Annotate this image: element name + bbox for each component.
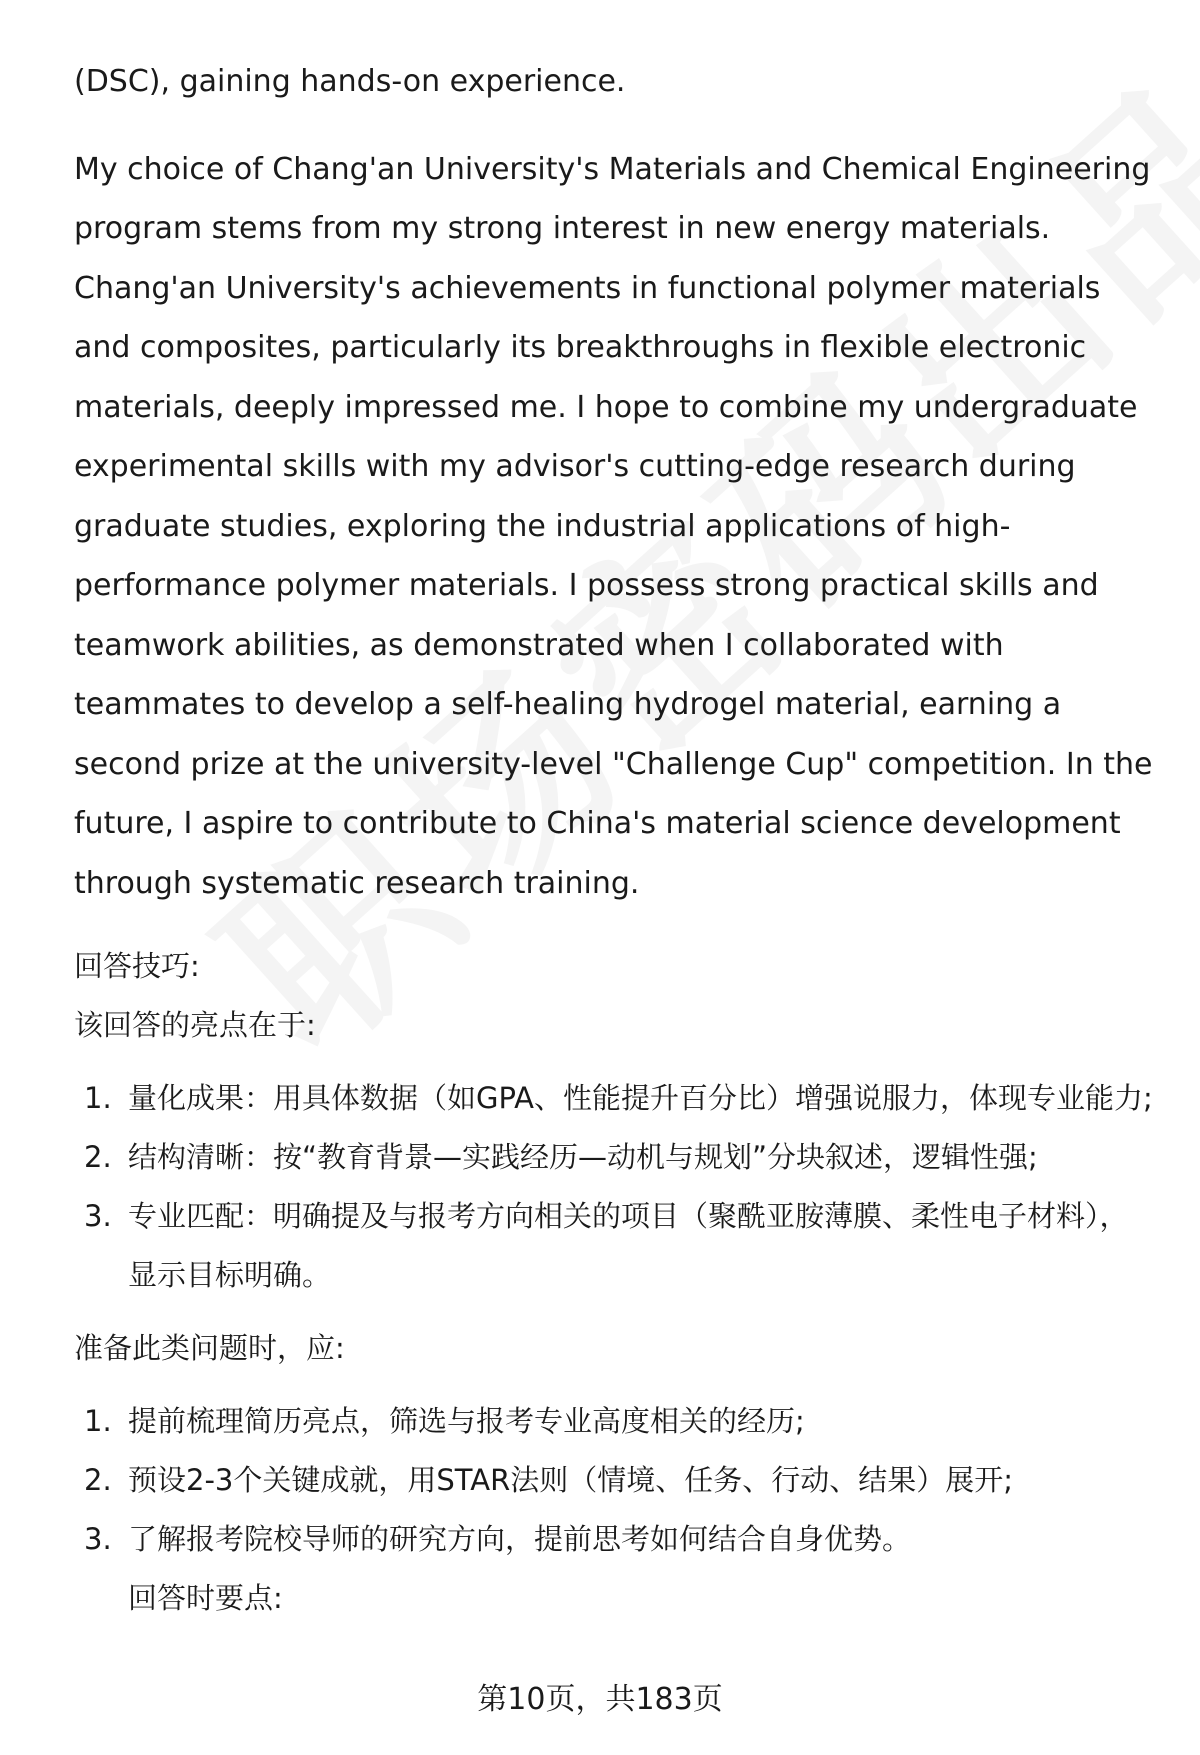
list-item bbox=[74, 1187, 1164, 1305]
list-number: 2. bbox=[84, 1463, 112, 1497]
list-item bbox=[74, 1392, 1164, 1451]
tips-heading: 回答技巧: bbox=[74, 949, 200, 983]
list-text: 结构清晰：按“教育背景—实践经历—动机与规划”分块叙述，逻辑性强; bbox=[128, 1140, 1038, 1174]
intro-paragraph: (DSC), gaining hands-on experience. bbox=[74, 64, 626, 99]
list-item bbox=[74, 1128, 1164, 1187]
list-number: 3. bbox=[84, 1199, 112, 1233]
list-item bbox=[74, 1510, 1164, 1569]
page-content bbox=[74, 52, 1164, 1628]
list-number: 2. bbox=[84, 1140, 112, 1174]
highlights-intro: 该回答的亮点在于: bbox=[74, 1008, 316, 1042]
list-text: 了解报考院校导师的研究方向，提前思考如何结合自身优势。 bbox=[128, 1522, 912, 1556]
prepare-list bbox=[74, 1392, 1164, 1569]
main-paragraph: My choice of Chang'an University's Materials and Chemical Engineering program stems from my strong interest in new energy materials. Chang'an University's achievements in functional polymer materials and composites, particularly its breakthroughs in flexible electronic materials, deeply impressed me. I hope to combine my undergraduate experimental skills with my advisor's cutting-edge research during graduate studies, exploring the industrial applications of high-performance polymer materials. I possess strong practical skills and teamwork abilities, as demonstrated when I collaborated with teammates to develop a self-healing hydrogel material, earning a second prize at the university-level "Challenge Cup" competition. In the future, I aspire to contribute to China's material science development through systematic research training. bbox=[74, 151, 1153, 901]
list-text: 提前梳理简历亮点，筛选与报考专业高度相关的经历; bbox=[128, 1404, 805, 1438]
answer-points: 回答时要点: bbox=[128, 1581, 283, 1615]
list-item bbox=[74, 1069, 1164, 1128]
prepare-intro: 准备此类问题时，应: bbox=[74, 1331, 345, 1365]
list-number: 3. bbox=[84, 1522, 112, 1556]
page-number: 第10页，共183页 bbox=[477, 1682, 723, 1717]
list-number: 1. bbox=[84, 1081, 112, 1115]
list-text: 量化成果：用具体数据（如GPA、性能提升百分比）增强说服力，体现专业能力; bbox=[128, 1081, 1153, 1115]
highlights-list bbox=[74, 1069, 1164, 1305]
list-number: 1. bbox=[84, 1404, 112, 1438]
list-text: 专业匹配：明确提及与报考方向相关的项目（聚酰亚胺薄膜、柔性电子材料），显示目标明确。 bbox=[128, 1199, 1129, 1292]
list-item bbox=[74, 1451, 1164, 1510]
list-text: 预设2-3个关键成就，用STAR法则（情境、任务、行动、结果）展开; bbox=[128, 1463, 1013, 1497]
